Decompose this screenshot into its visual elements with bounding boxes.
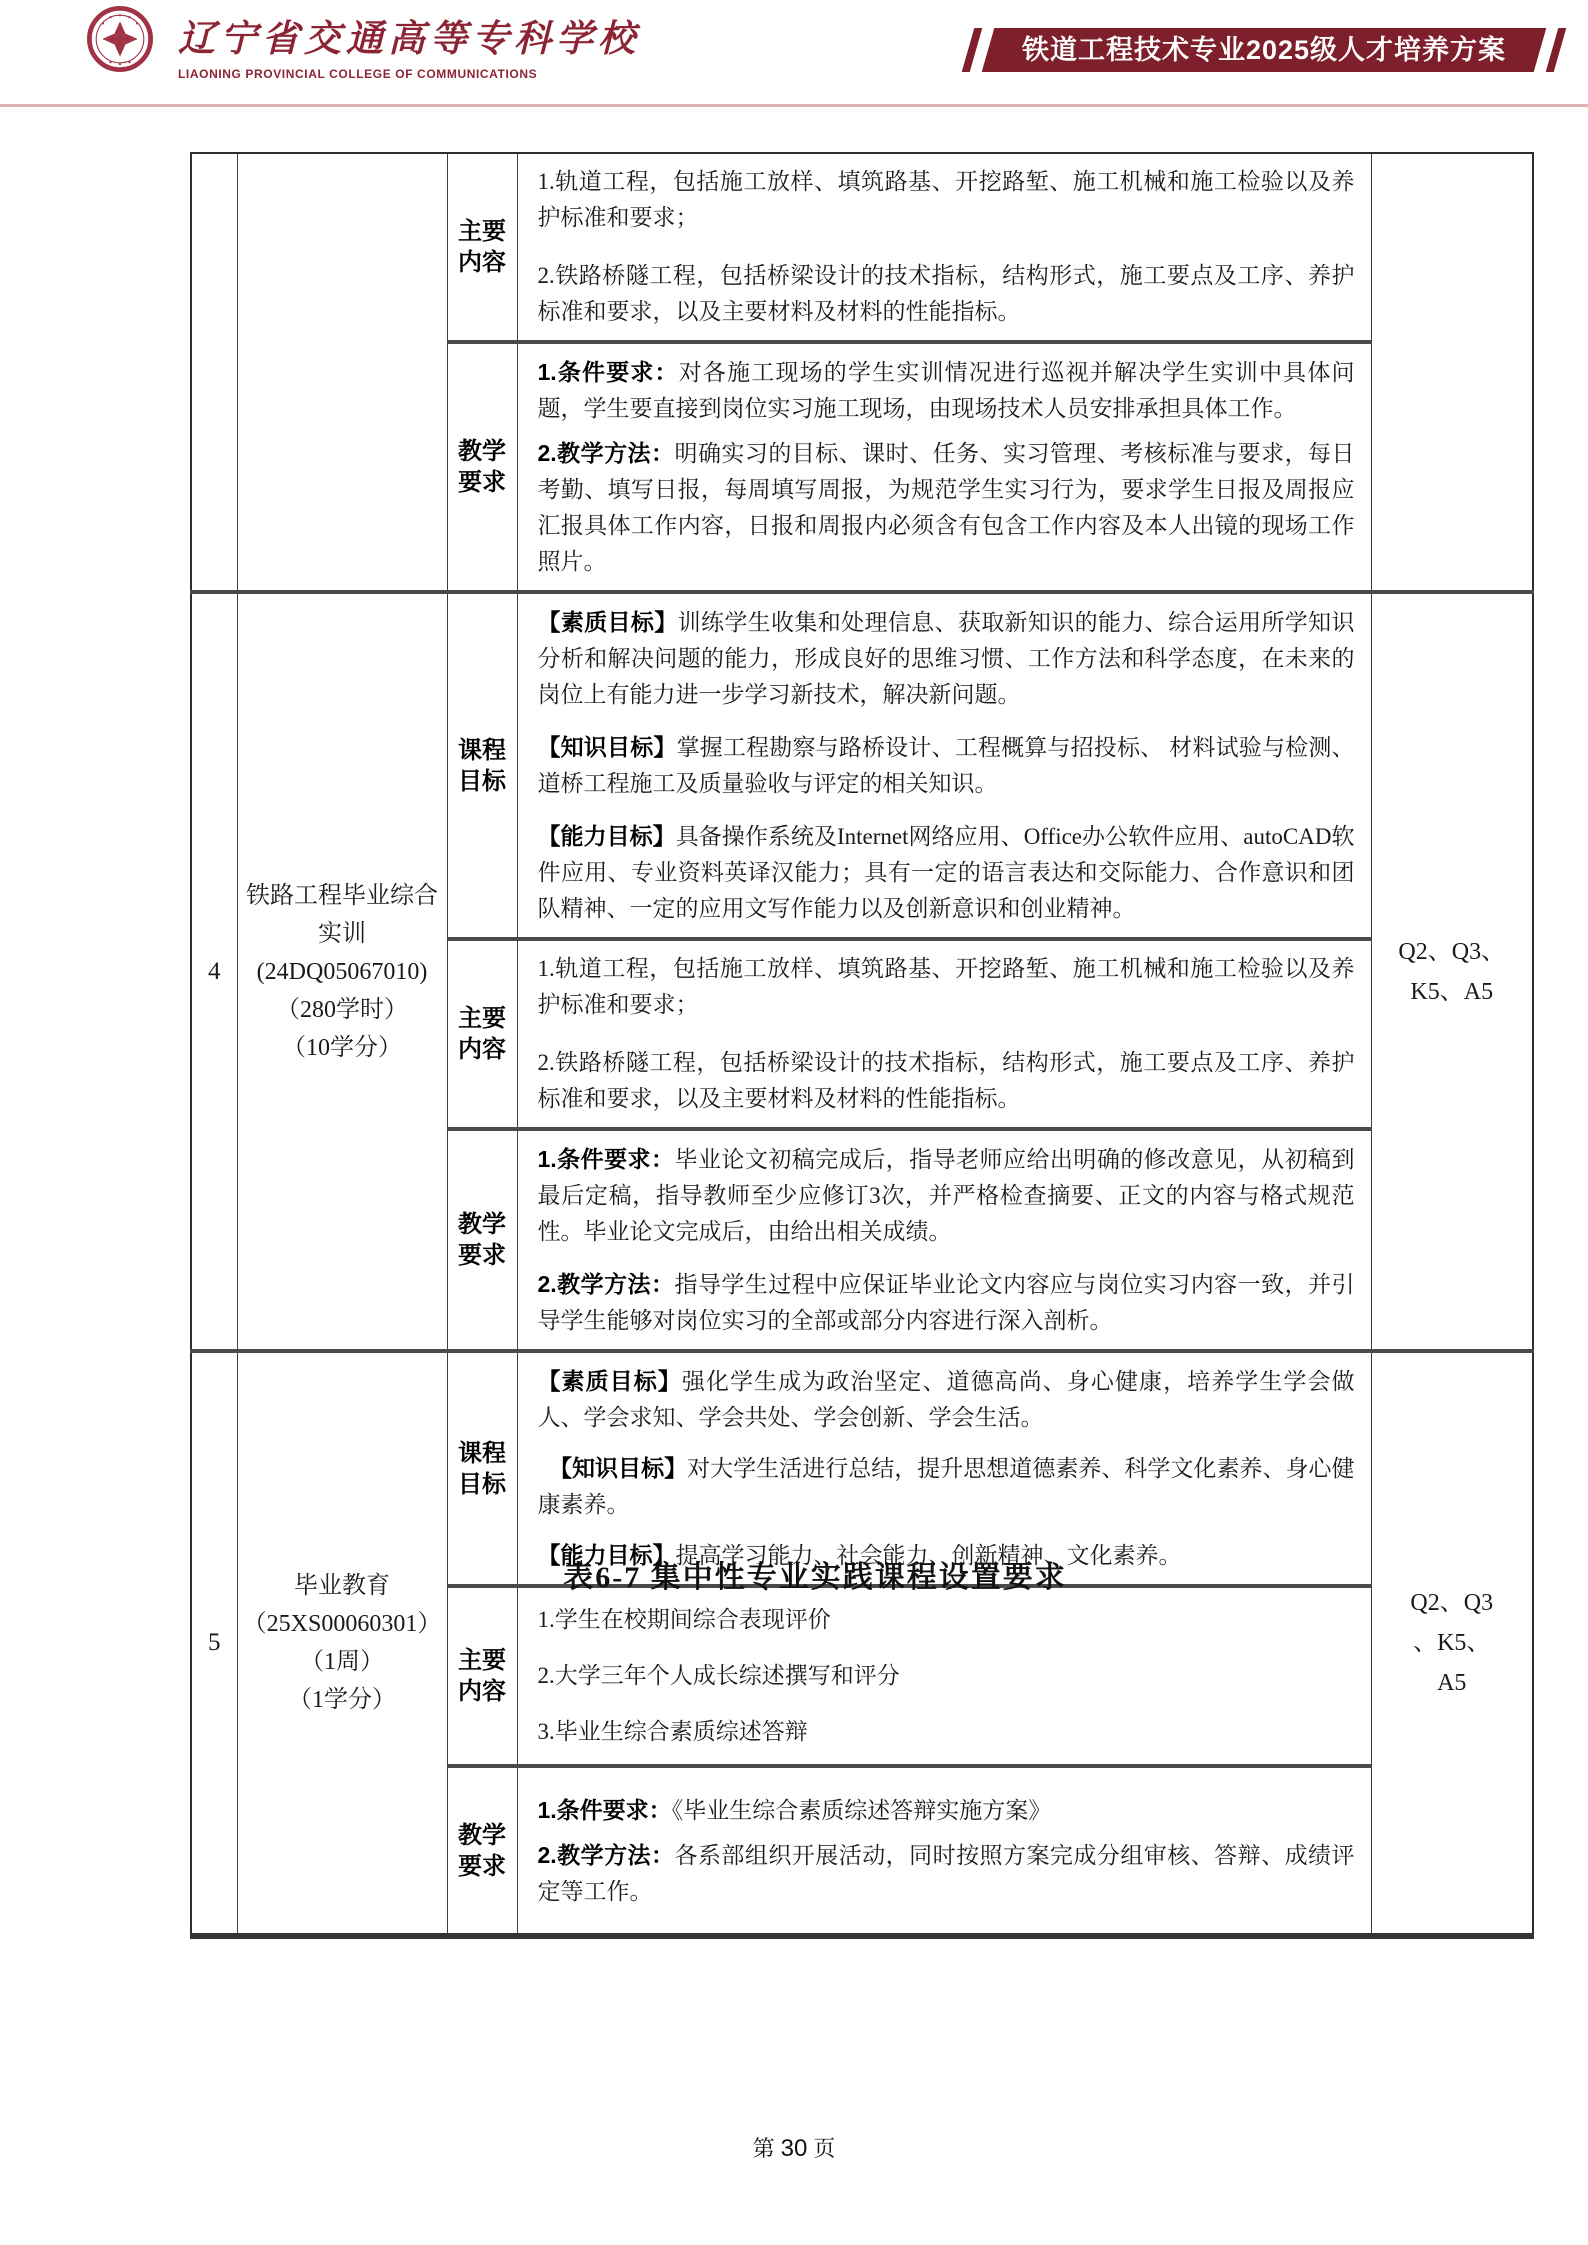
block-label-line: 课程 [458,1439,506,1467]
banner-stripe-right [1546,28,1567,72]
course-name-cell [237,592,447,1351]
plan-title: 铁道工程技术专业2025级人才培养方案 [1021,35,1507,65]
body-text: 指导学生过程中应保证毕业论文内容应与岗位实习内容一致，并引导学生能够对岗位实习的全部或部分内容进行深入剖析。 [537,1272,1355,1333]
row-number-cell [191,153,237,592]
course-name-line: (24DQ05067010) [256,958,428,985]
body-text: 2.大学三年个人成长综述撰写和评分 [537,1663,900,1688]
block-label-line: 课程 [458,736,506,764]
plan-title-banner [968,28,1588,72]
body-text: 2.铁路桥隧工程，包括桥梁设计的技术指标，结构形式，施工要点及工序、养护标准和要求，以及主要材料及材料的性能指标。 [537,1050,1355,1111]
body-text: 1.学生在校期间综合表现评价 [537,1607,831,1632]
qualification-code-line: 、K5、 [1413,1630,1491,1656]
table-caption: 表6-7 集中性专业实践课程设置要求 [563,1561,1067,1594]
content-paragraph [538,1837,1355,1910]
banner-stripe-left [962,28,983,72]
page-number: 30 [780,2135,808,2162]
bold-lead-text: 2.教学方法： [537,1841,675,1868]
content-paragraph [538,435,1355,580]
bold-lead-text: 1.条件要求： [537,359,679,385]
block-label-line: 要求 [458,1852,506,1880]
school-name-en: LIAONING PROVINCIAL COLLEGE OF COMMUNICATIONS [178,67,538,81]
block-label-line: 要求 [458,469,506,496]
block-label-cell [447,1586,517,1766]
block-label-line: 主要 [458,1647,506,1674]
body-text: 强化学生成为政治坚定、道德高尚、身心健康，培养学生学会做人、学会求知、学会共处、学会创新、学会生活。 [537,1369,1355,1430]
course-name-line: （1周） [300,1649,384,1675]
qualification-codes-cell [1371,1351,1533,1936]
qualification-code-line: A5 [1437,1670,1467,1696]
qualification-codes-cell [1371,592,1533,1351]
content-paragraph [538,1602,1355,1638]
body-text: 具备操作系统及Internet网络应用、Office办公软件应用、autoCAD软件应用、专业资料英译汉能力；具有一定的语言表达和交际能力、合作意识和团队精神、一定的应用文写作能力以及创新意识和创业精神。 [537,824,1355,921]
qualification-code-line: Q2、Q3、 [1398,938,1506,965]
course-table-wrap [190,152,1532,1939]
bold-lead-text: 【知识目标】 [537,734,677,760]
body-text: 1.轨道工程，包括施工放样、填筑路基、开挖路堑、施工机械和施工检验以及养护标准和要求； [537,169,1355,230]
body-text: 训练学生收集和处理信息、获取新知识的能力、综合运用所学知识分析和解决问题的能力，形成良好的思维习惯、工作方法和科学态度，在未来的岗位上有能力进一步学习新技术，解决新问题。 [537,610,1355,707]
body-text: 2.铁路桥隧工程，包括桥梁设计的技术指标，结构形式，施工要点及工序、养护标准和要求，以及主要材料及材料的性能指标。 [537,263,1355,324]
content-paragraph [538,604,1355,713]
block-label-line: 内容 [458,249,506,276]
course-name-line: （10学分） [282,1034,402,1061]
block-label-line: 目标 [458,767,506,795]
course-name-line: （280学时） [276,996,408,1023]
table-caption-row [190,1552,1532,1596]
body-text: 《毕业生综合素质综述答辩实施方案》 [671,1797,1052,1823]
body-text: 明确实习的目标、课时、任务、实习管理、考核标准与要求，每日考勤、填写日报，每周填写周报，为规范学生实习行为，要求学生日报及周报应汇报具体工作内容，日报和周报内必须含有包含工作内容及本人出镜的现场工作照片。 [537,441,1355,574]
school-name-cn: 辽宁省交通高等专科学校 [178,19,640,60]
course-name-line: （1学分） [288,1687,396,1713]
course-name-line: 毕业教育 [294,1573,390,1599]
content-paragraph [538,354,1355,427]
body-text: 各系部组织开展活动，同时按照方案完成分组审核、答辩、成绩评定等工作。 [537,1842,1355,1904]
body-text: 对各施工现场的学生实训情况进行巡视并解决学生实训中具体问题，学生要直接到岗位实习施工现场，由现场技术人员安排承担具体工作。 [537,360,1355,421]
footer-suffix: 页 [813,2136,836,2161]
table-row [191,153,1533,342]
table-row [191,592,1533,939]
content-paragraph [538,1363,1355,1436]
body-text: 3.毕业生综合素质综述答辩 [537,1719,808,1744]
content-paragraph [538,1045,1355,1117]
course-name-line: 铁路工程毕业综合 [246,882,438,909]
block-content-cell [517,1586,1371,1766]
block-label-line: 目标 [458,1470,506,1498]
block-label-line: 教学 [458,1211,506,1238]
qualification-code-line: Q2、Q3 [1410,1590,1494,1616]
bold-lead-text: 【能力目标】 [537,823,676,849]
content-paragraph [538,1141,1355,1250]
block-label-cell [447,342,517,592]
block-content-cell [517,342,1371,592]
body-text: 提高学习能力、社会能力、创新精神、文化素养。 [675,1543,1182,1568]
qualification-codes-cell [1371,153,1533,592]
bold-lead-text: 【素质目标】 [537,1368,682,1394]
header-divider [0,104,1588,107]
block-label-cell [447,1129,517,1351]
course-table-body [191,153,1533,1936]
bold-lead-text: 【素质目标】 [537,609,678,635]
body-text: 毕业论文初稿完成后，指导老师应给出明确的修改意见，从初稿到最后定稿，指导教师至少应修订3次，并严格检查摘要、正文的内容与格式规范性。毕业论文完成后，由给出相关成绩。 [537,1147,1355,1244]
body-text: 对大学生活进行总结，提升思想道德素养、科学文化素养、身心健康素养。 [537,1456,1355,1517]
bold-lead-text: 2.教学方法： [537,1271,675,1297]
content-paragraph [538,818,1355,927]
body-text: 掌握工程勘察与路桥设计、工程概算与招投标、 材料试验与检测、道桥工程施工及质量验收与评定的相关知识。 [537,735,1355,796]
course-name-cell [237,153,447,592]
row-number-cell: 5 [191,1351,237,1936]
content-paragraph [538,951,1355,1023]
bold-lead-text: 【能力目标】 [537,1542,676,1568]
page-header [0,0,1588,104]
content-paragraph [538,1658,1355,1694]
course-name-cell [237,1351,447,1936]
table-row [191,1351,1533,1586]
bold-lead-text: 1.条件要求： [537,1146,675,1172]
block-content-cell [517,1766,1371,1936]
qualification-code-line: K5、A5 [1410,978,1494,1005]
bold-lead-text: 1.条件要求： [537,1796,672,1823]
block-content-cell [517,1351,1371,1586]
content-paragraph [538,1266,1355,1339]
content-paragraph [538,1450,1355,1523]
block-label-line: 教学 [458,1821,506,1849]
block-label-cell [447,1766,517,1936]
content-paragraph [538,258,1355,330]
course-name-line: 实训 [318,920,366,947]
block-label-line: 主要 [458,1005,506,1032]
school-identity [178,8,640,81]
block-content-cell [517,939,1371,1129]
block-label-line: 内容 [458,1036,506,1063]
body-text: 1.轨道工程，包括施工放样、填筑路基、开挖路堑、施工机械和施工检验以及养护标准和要求； [537,956,1355,1017]
school-emblem-icon [86,5,154,73]
course-name-line: （25XS00060301） [242,1611,442,1637]
content-paragraph [538,1714,1355,1750]
block-label-line: 教学 [458,438,506,465]
block-label-cell [447,153,517,342]
banner-band [982,28,1547,72]
bold-lead-text: 2.教学方法： [537,440,675,466]
block-label-line: 内容 [458,1678,506,1705]
block-content-cell [517,1129,1371,1351]
course-table [190,152,1534,1939]
block-label-cell [447,939,517,1129]
body-text [538,1456,561,1481]
content-paragraph [538,164,1355,236]
content-paragraph [538,729,1355,802]
block-label-line: 主要 [458,218,506,245]
bold-lead-text: 【知识目标】 [560,1455,688,1481]
page-footer [0,2132,1588,2163]
footer-prefix: 第 [752,2136,775,2161]
block-label-cell [447,1351,517,1586]
content-paragraph [538,1792,1355,1829]
block-label-line: 要求 [458,1242,506,1269]
block-content-cell [517,592,1371,939]
block-content-cell [517,153,1371,342]
row-number-cell: 4 [191,592,237,1351]
block-label-cell [447,592,517,939]
